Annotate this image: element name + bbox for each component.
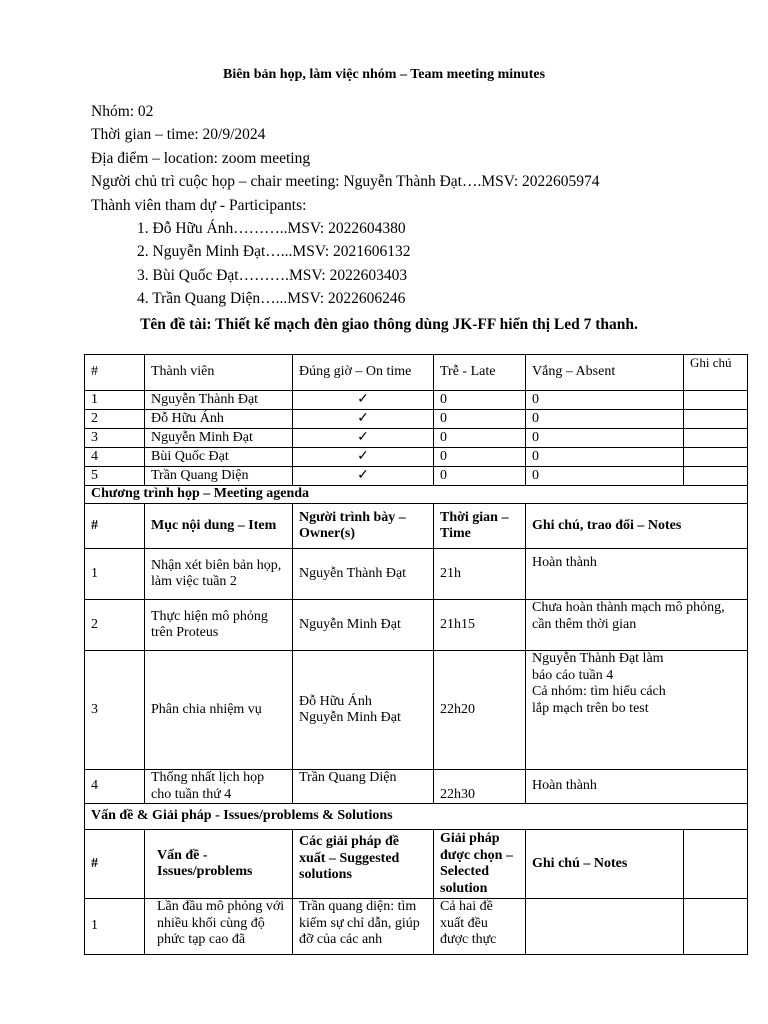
agenda-time: 22h20	[434, 651, 526, 770]
document-title: Biên bản họp, làm việc nhóm – Team meeting minutes	[222, 67, 546, 82]
attendance-late: 0	[434, 429, 526, 448]
attendance-notes	[684, 429, 748, 448]
agenda-item: Nhận xét biên bản họp, làm việc tuần 2	[145, 549, 293, 600]
agenda-row	[85, 549, 748, 600]
attendance-name: Nguyễn Minh Đạt	[145, 429, 293, 448]
agenda-header-time: Thời gian – Time	[434, 504, 526, 549]
attendance-header-late: Trễ - Late	[434, 355, 526, 391]
issues-header-extra	[684, 830, 748, 899]
agenda-header-item: Mục nội dung – Item	[145, 504, 293, 549]
issues-row	[85, 899, 748, 955]
attendance-row	[85, 467, 748, 486]
meeting-info	[91, 100, 600, 311]
attendance-no: 3	[85, 429, 145, 448]
agenda-header-row	[85, 504, 748, 549]
attendance-name: Trần Quang Diện	[145, 467, 293, 486]
check-icon: ✓	[293, 391, 434, 410]
check-icon: ✓	[293, 467, 434, 486]
attendance-row	[85, 429, 748, 448]
attendance-notes	[684, 391, 748, 410]
agenda-section-row	[85, 486, 748, 504]
issues-header-issue: Vấn đề - Issues/problems	[145, 830, 293, 899]
attendance-header-member: Thành viên	[145, 355, 293, 391]
attendance-header-notes: Ghi chú	[684, 355, 748, 391]
agenda-notes: Chưa hoàn thành mạch mô phỏng, cần thêm thời gian	[526, 600, 748, 651]
issues-header-suggested: Các giải pháp đề xuất – Suggested solutions	[293, 830, 434, 899]
attendance-absent: 0	[526, 429, 684, 448]
attendance-absent: 0	[526, 448, 684, 467]
issues-issue: Lần đầu mô phỏng với nhiều khối cùng độ phức tạp cao đã	[145, 899, 293, 955]
issues-suggested: Trần quang diện: tìm kiếm sự chỉ dẫn, giúp đỡ của các anh	[293, 899, 434, 955]
attendance-notes	[684, 448, 748, 467]
check-icon: ✓	[293, 410, 434, 429]
agenda-header-no: #	[85, 504, 145, 549]
attendance-name: Đỗ Hữu Ánh	[145, 410, 293, 429]
issues-selected: Cả hai đề xuất đều được thực	[434, 899, 526, 955]
chair-line: Người chủ trì cuộc họp – chair meeting: Nguyễn Thành Đạt….MSV: 2022605974	[91, 173, 600, 191]
issues-header-no: #	[85, 830, 145, 899]
attendance-row	[85, 410, 748, 429]
agenda-item: Thực hiện mô phỏng trên Proteus	[145, 600, 293, 651]
attendance-header-row	[85, 355, 748, 391]
attendance-absent: 0	[526, 391, 684, 410]
attendance-header-ontime: Đúng giờ – On time	[293, 355, 434, 391]
check-icon: ✓	[293, 448, 434, 467]
time-line: Thời gian – time: 20/9/2024	[91, 126, 266, 144]
project-topic: Tên đề tài: Thiết kế mạch đèn giao thông dùng JK-FF hiển thị Led 7 thanh.	[140, 316, 638, 333]
issues-header-selected: Giải pháp được chọn – Selected solution	[434, 830, 526, 899]
attendance-row	[85, 448, 748, 467]
issues-section-title: Vấn đề & Giải pháp - Issues/problems & Solutions	[85, 804, 748, 830]
attendance-no: 1	[85, 391, 145, 410]
minutes-table	[84, 354, 748, 955]
issues-notes	[526, 899, 684, 955]
agenda-header-notes: Ghi chú, trao đổi – Notes	[526, 504, 748, 549]
attendance-no: 4	[85, 448, 145, 467]
attendance-late: 0	[434, 410, 526, 429]
participants-label: Thành viên tham dự - Participants:	[91, 196, 307, 214]
agenda-notes: Hoàn thành	[526, 770, 748, 804]
agenda-time: 21h	[434, 549, 526, 600]
agenda-owner: Trần Quang Diện	[293, 770, 434, 804]
agenda-owner: Nguyễn Minh Đạt	[293, 600, 434, 651]
agenda-no: 2	[85, 600, 145, 651]
agenda-notes: Hoàn thành	[526, 549, 748, 600]
attendance-notes	[684, 467, 748, 486]
participant-item: 4. Trần Quang Diện…...MSV: 2022606246	[137, 290, 406, 308]
attendance-row	[85, 391, 748, 410]
agenda-owner-line: Nguyễn Minh Đạt	[299, 710, 401, 725]
location-line: Địa điểm – location: zoom meeting	[91, 149, 311, 167]
issues-section-row	[85, 804, 748, 830]
agenda-no: 1	[85, 549, 145, 600]
attendance-name: Bùi Quốc Đạt	[145, 448, 293, 467]
issues-header-row	[85, 830, 748, 899]
agenda-section-title: Chương trình họp – Meeting agenda	[85, 486, 748, 504]
agenda-header-owner: Người trình bày – Owner(s)	[293, 504, 434, 549]
attendance-absent: 0	[526, 410, 684, 429]
agenda-item: Thống nhất lịch họp cho tuần thứ 4	[145, 770, 293, 804]
attendance-late: 0	[434, 391, 526, 410]
agenda-owner-line: Đỗ Hữu Ánh	[299, 693, 372, 709]
attendance-late: 0	[434, 448, 526, 467]
agenda-note-line: Nguyễn Thành Đạt làm báo cáo tuần 4	[532, 651, 664, 683]
attendance-header-absent: Vắng – Absent	[526, 355, 684, 391]
participant-item: 1. Đỗ Hữu Ánh………..MSV: 2022604380	[137, 220, 406, 238]
agenda-no: 3	[85, 651, 145, 770]
agenda-row	[85, 651, 748, 770]
attendance-name: Nguyễn Thành Đạt	[145, 391, 293, 410]
attendance-notes	[684, 410, 748, 429]
check-icon: ✓	[293, 429, 434, 448]
issues-no: 1	[85, 899, 145, 955]
issues-extra	[684, 899, 748, 955]
agenda-no: 4	[85, 770, 145, 804]
agenda-note-line: Cả nhóm: tìm hiểu cách lắp mạch trên bo test	[532, 684, 666, 716]
attendance-no: 5	[85, 467, 145, 486]
attendance-header-no: #	[85, 355, 145, 391]
agenda-row	[85, 770, 748, 804]
agenda-owner	[293, 651, 434, 770]
agenda-item: Phân chia nhiệm vụ	[145, 651, 293, 770]
agenda-time: 22h30	[434, 770, 526, 804]
participant-item: 3. Bùi Quốc Đạt……….MSV: 2022603403	[137, 266, 408, 284]
attendance-late: 0	[434, 467, 526, 486]
attendance-no: 2	[85, 410, 145, 429]
agenda-time: 21h15	[434, 600, 526, 651]
agenda-notes	[526, 651, 748, 770]
participant-item: 2. Nguyễn Minh Đạt…...MSV: 2021606132	[137, 243, 411, 261]
attendance-absent: 0	[526, 467, 684, 486]
issues-header-notes: Ghi chú – Notes	[526, 830, 684, 899]
agenda-row	[85, 600, 748, 651]
agenda-owner: Nguyễn Thành Đạt	[293, 549, 434, 600]
group-line: Nhóm: 02	[91, 103, 154, 120]
